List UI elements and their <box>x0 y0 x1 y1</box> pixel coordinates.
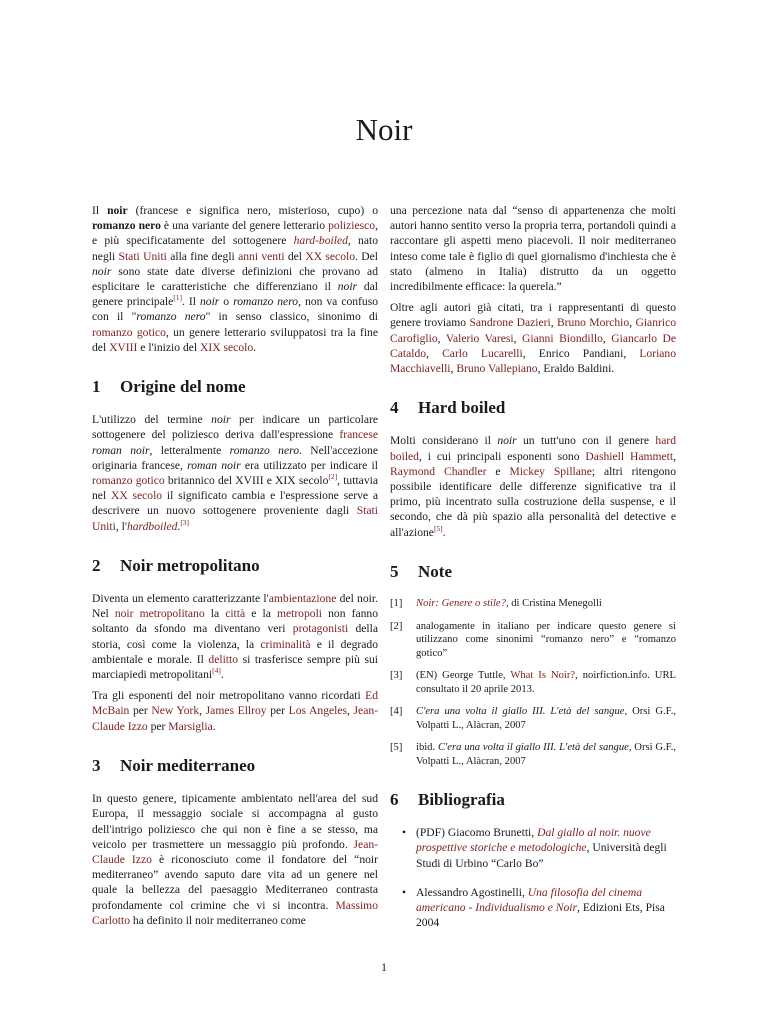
mediterraneo-continued-paragraph: una percezione nata dal “senso di appartenenza che molti autori hanno sentito verso la propria terra, portandoli quindi a raccontare gli aspetti meno piacevoli. Il noir mediterraneo inteso come tale è figlio di quel giornalismo d'inchiesta che è stato (almeno in Italia) distrutto da un oggetto incredibilmente efficace: la querela.” <box>390 204 676 294</box>
metropolitano-paragraph-1: Diventa un elemento caratterizzante l'ambientazione del noir. Nel noir metropolitano la città e la metropoli non fanno soltanto da sfondo ma diventano veri protagonisti della storia, così come la violenza, la criminalità e il degrado ambientale e morale. Il delitto si trasferisce sempre più sui marciapiedi metropolitani[4]. <box>92 592 379 682</box>
note-item: [2] analogamente in italiano per indicare questo genere si utilizzano come sinonimi “romanzo nero” e “romanzo gotico” <box>390 620 676 659</box>
notes-list <box>390 597 676 768</box>
link-hard-boiled[interactable]: hard-boiled <box>293 234 348 248</box>
link-mickey-spillane[interactable]: Mickey Spillane <box>509 464 592 478</box>
link-carlo-lucarelli[interactable]: Carlo Lucarelli <box>442 346 523 360</box>
link-xx-secolo-2[interactable]: XX secolo <box>110 489 163 503</box>
citation-2[interactable]: [2] <box>328 472 338 482</box>
citation-5[interactable]: [5] <box>433 523 443 533</box>
link-poliziesco[interactable]: poliziesco <box>328 219 376 233</box>
bibliography-list <box>390 825 676 930</box>
note-link-genere-stile[interactable]: Noir: Genere o stile? <box>416 598 506 610</box>
link-bruno-morchio[interactable]: Bruno Morchio <box>556 316 630 330</box>
link-ambientazione[interactable]: ambientazione <box>268 592 337 606</box>
link-hard-boiled-3[interactable]: hard boiled <box>390 434 676 463</box>
bullet-icon: • <box>402 885 407 899</box>
link-jean-claude-izzo[interactable]: Jean-Claude Izzo <box>92 704 378 733</box>
link-gianni-biondillo[interactable]: Gianni Biondillo <box>522 331 603 345</box>
right-column <box>390 203 676 944</box>
link-gianrico-carofiglio[interactable]: Gianrico Carofiglio <box>390 316 677 345</box>
link-marsiglia[interactable]: Marsiglia <box>168 719 213 733</box>
hard-boiled-paragraph: Molti considerano il noir un tutt'uno con il genere hard boiled, i cui principali esponenti sono Dashiell Hammett, Raymond Chandler e Mickey Spillane; altri ritengono possibile identificare delle differenze significative tra il primo, più incentrato sulla costruzione della suspense, e il secondo, che dà più spazio alla personalità del detective e all'azione[5]. <box>390 434 677 539</box>
bib-link-filosofia-cinema[interactable]: Una filosofia del cinema americano - Individualismo e Noir <box>416 885 643 915</box>
citation-4[interactable]: [4] <box>212 666 221 676</box>
link-criminalita[interactable]: criminalità <box>260 637 311 651</box>
link-xix-secolo[interactable]: XIX secolo <box>200 340 254 354</box>
note-item: [1] Noir: Genere o stile?, di Cristina Menegolli <box>390 598 602 610</box>
note-link-what-is-noir[interactable]: What Is Noir? <box>510 670 576 682</box>
link-stati-uniti[interactable]: Stati Uniti <box>118 249 167 263</box>
section-heading-metropolitano: 2 Noir metropolitano <box>92 555 260 575</box>
link-jean-claude-izzo-2[interactable]: Jean-Claude Izzo <box>92 837 378 866</box>
link-romanzo-gotico-2[interactable]: romanzo gotico <box>92 474 165 488</box>
link-sandrone-dazieri[interactable]: Sandrone Dazieri <box>469 316 551 330</box>
intro-paragraph: Il noir (francese e significa nero, misterioso, cupo) o romanzo nero è una variante del genere letterario poliziesco, e più specificatamente del sottogenere hard-boiled, nato negli Stati Uniti alla fine degli anni venti del XX secolo. Del noir sono state date diverse definizioni che provano ad esplicitare le caratteristiche che differenziano il noir dal genere principale[1]. Il noir o romanzo nero, non va confuso con il "romanzo nero" in senso classico, sinonimo di romanzo gotico, un genere letterario sviluppatosi tra la fine del XVIII e l'inizio del XIX secolo. <box>92 204 379 354</box>
link-valerio-varesi[interactable]: Valerio Varesi <box>445 331 514 345</box>
link-massimo-carlotto[interactable]: Massimo Carlotto <box>92 898 378 927</box>
metropolitano-paragraph-2: Tra gli esponenti del noir metropolitano vanno ricordati Ed McBain per New York, James Ellroy per Los Angeles, Jean-Claude Izzo per Marsiglia. <box>92 689 378 733</box>
link-raymond-chandler[interactable]: Raymond Chandler <box>390 464 487 478</box>
link-delitto[interactable]: delitto <box>208 652 239 666</box>
section-heading-origine: 1 Origine del nome <box>92 377 246 397</box>
link-xx-secolo[interactable]: XX secolo <box>305 249 356 263</box>
link-ed-mcbain[interactable]: Ed McBain <box>92 689 378 718</box>
link-hardboiled-2[interactable]: hardboiled <box>126 519 178 533</box>
link-dashiell-hammett[interactable]: Dashiell Hammett <box>585 449 674 463</box>
mediterraneo-paragraph: In questo genere, tipicamente ambientato nell'area del sud Europa, il messaggio sociale si accompagna al gusto dell'intrigo poliziesco che qui non è fine a se stesso, ma veicolo per trasmettere un messaggio più profondo. Jean-Claude Izzo è riconosciuto come il fondatore del “noir mediterraneo” avendo saputo dare vita ad un genere nel quale la bellezza del paesaggio Mediterraneo contrasta profondamente col crimine che vi si incontra. Massimo Carlotto ha definito il noir mediterraneo come <box>92 792 378 927</box>
page-number: 1 <box>381 960 387 974</box>
origine-paragraph: L'utilizzo del termine noir per indicare un particolare sottogenere del poliziesco deriva dall'espressione francese roman noir, letteralmente romanzo nero. Nell'accezione originaria francese, roman noir era utilizzato per indicare il romanzo gotico britannico del XVIII e XIX secolo[2], tuttavia nel XX secolo il significato cambia e l'espressione serve a descrivere un nuovo sottogenere proveniente dagli Stati Uniti, l'hardboiled.[3] <box>92 413 378 533</box>
citation-3[interactable]: [3] <box>180 517 190 527</box>
link-metropoli[interactable]: metropoli <box>276 607 323 621</box>
section-heading-mediterraneo: 3 Noir mediterraneo <box>92 755 256 775</box>
left-column <box>92 203 378 934</box>
section-heading-hard-boiled: 4 Hard boiled <box>390 398 506 418</box>
link-francese[interactable]: francese <box>339 428 378 442</box>
mediterraneo-authors-paragraph: Oltre agli autori già citati, tra i rappresentanti di questo genere troviamo Sandrone Dazieri, Bruno Morchio, Gianrico Carofiglio, Valerio Varesi, Gianni Biondillo, Giancarlo De Cataldo, Carlo Lucarelli, Enrico Pandiani, Loriano Macchiavelli, Bruno Vallepiano, Eraldo Baldini. <box>390 301 677 376</box>
note-item: [3] (EN) George Tuttle, What Is Noir?, noirfiction.info. URL consultato il 20 aprile 2013. <box>390 670 676 695</box>
section-heading-bibliografia: 6 Bibliografia <box>390 790 505 810</box>
bib-link-dal-giallo-al-noir[interactable]: Dal giallo al noir. nuove prospettive storiche e metodologiche <box>416 826 651 855</box>
bullet-icon: • <box>402 826 407 840</box>
link-loriano-macchiavelli[interactable]: Loriano Macchiavelli <box>390 346 677 376</box>
note-item: [5] ibid. C'era una volta il giallo III. L'età del sangue, Orsi G.F., Volpatti L., Alàcran, 2007 <box>390 742 676 767</box>
link-noir-metropolitano[interactable]: noir metropolitano <box>114 607 205 621</box>
link-stati-uniti-2[interactable]: Stati Uniti <box>92 504 378 533</box>
section-heading-note: 5 Note <box>390 561 452 581</box>
page-title: Noir <box>355 112 413 147</box>
note-item: [4] C'era una volta il giallo III. L'età del sangue, Orsi G.F., Volpatti L., Alàcran, 2007 <box>390 706 676 731</box>
link-citta[interactable]: città <box>225 607 246 621</box>
bibliography-item: • Alessandro Agostinelli, Una filosofia del cinema americano - Individualismo e Noir, Edizioni Ets, Pisa 2004 <box>390 885 676 931</box>
link-new-york[interactable]: New York <box>151 704 200 718</box>
citation-1[interactable]: [1] <box>173 293 182 303</box>
link-los-angeles[interactable]: Los Angeles <box>288 704 348 718</box>
link-romanzo-gotico[interactable]: romanzo gotico <box>92 325 166 339</box>
bibliography-item: • (PDF) Giacomo Brunetti, Dal giallo al noir. nuove prospettive storiche e metodologiche, Università degli Studi di Urbino “Carlo Bo” <box>390 825 676 871</box>
link-bruno-vallepiano[interactable]: Bruno Vallepiano <box>456 362 538 376</box>
link-giancarlo-de-cataldo[interactable]: Giancarlo De Cataldo <box>390 331 677 360</box>
link-protagonisti[interactable]: protagonisti <box>292 622 349 636</box>
link-anni-venti[interactable]: anni venti <box>238 249 285 263</box>
link-james-ellroy[interactable]: James Ellroy <box>205 704 267 718</box>
link-xviii[interactable]: XVIII <box>109 340 138 354</box>
